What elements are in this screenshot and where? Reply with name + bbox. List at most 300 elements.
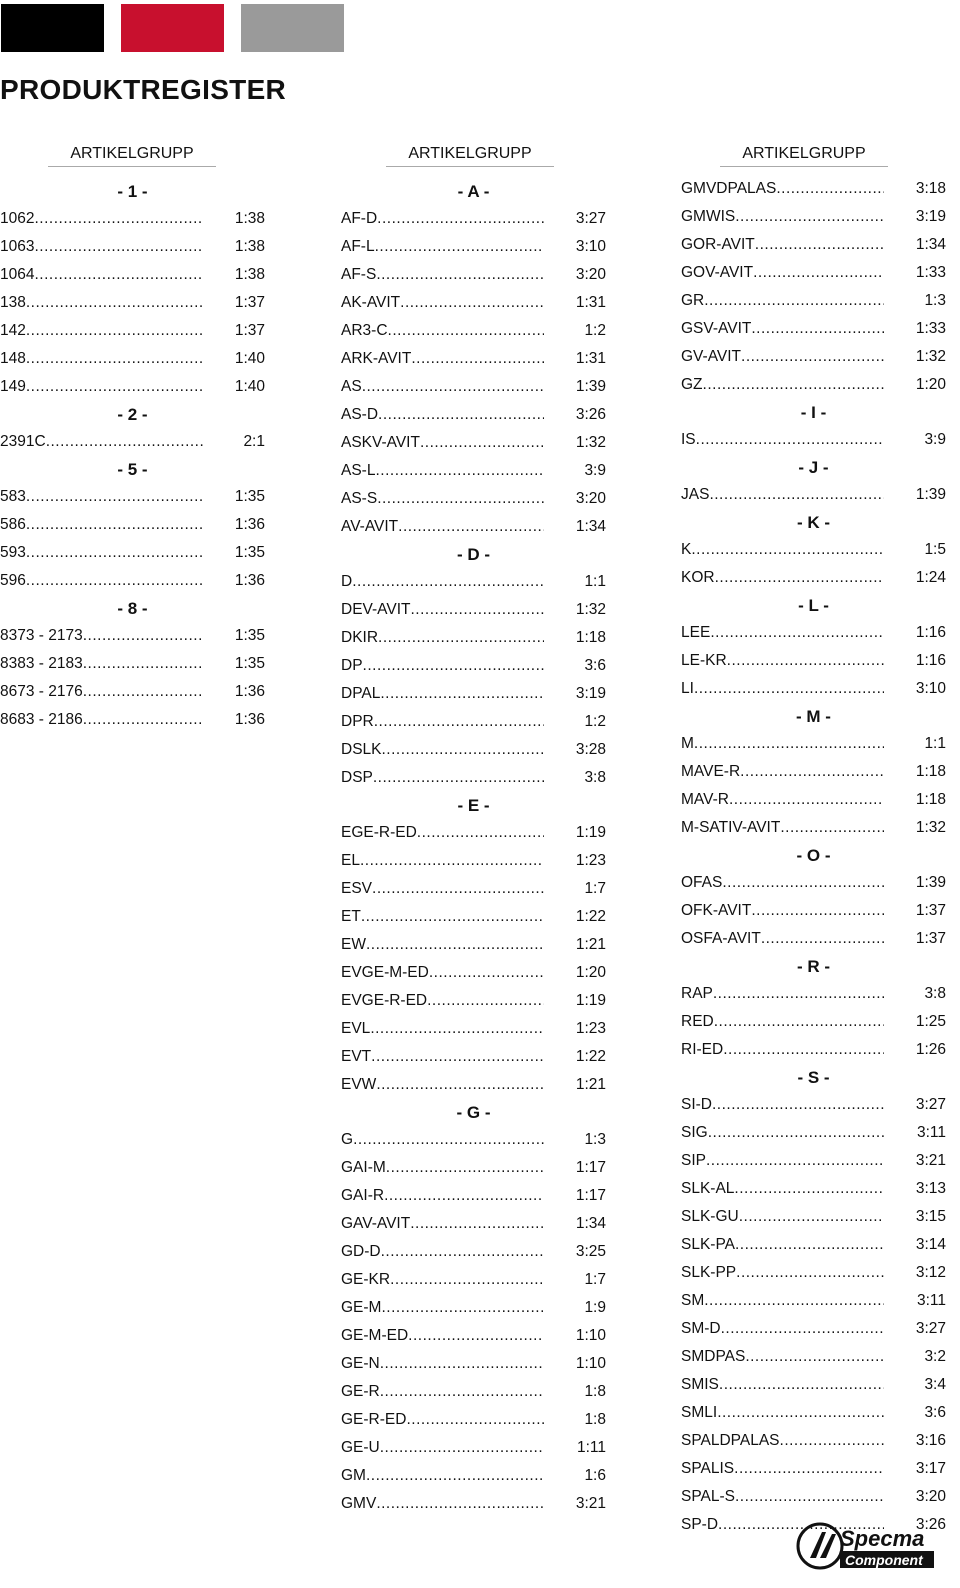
index-entry <box>681 897 946 925</box>
dot-leader <box>380 1350 544 1378</box>
dot-leader <box>376 1490 544 1518</box>
column-header: ARTIKELGRUPP <box>48 145 216 167</box>
index-entry <box>681 1203 946 1231</box>
dot-leader <box>26 483 203 511</box>
entry-page: 1:21 <box>575 936 606 953</box>
dot-leader <box>734 1455 884 1483</box>
dot-leader <box>380 1378 544 1406</box>
entry-name: RED <box>681 1013 714 1030</box>
index-entry <box>341 1210 606 1238</box>
index-entry <box>681 371 946 399</box>
index-entry <box>681 925 946 953</box>
index-entry <box>0 289 265 317</box>
section-header: - 1 - <box>117 182 148 201</box>
dot-leader <box>372 875 544 903</box>
index-entry <box>681 1119 946 1147</box>
entry-page: 1:23 <box>575 1020 606 1037</box>
dot-leader <box>83 650 203 678</box>
dot-leader <box>408 1322 544 1350</box>
index-entry <box>681 1343 946 1371</box>
entry-name: EVW <box>341 1076 377 1093</box>
index-entry <box>681 730 946 758</box>
entry-page: 1:31 <box>575 294 606 311</box>
entry-name: GSV-AVIT <box>681 320 752 337</box>
dot-leader <box>34 205 203 233</box>
index-entry <box>0 622 265 650</box>
index-entry <box>341 596 606 624</box>
entry-page: 1:38 <box>234 266 265 283</box>
dot-leader <box>712 1091 884 1119</box>
entry-name: DSP <box>341 769 373 786</box>
index-entry <box>341 1294 606 1322</box>
entry-page: 1:40 <box>234 378 265 395</box>
entry-page: 1:35 <box>234 655 265 672</box>
entry-page: 1:35 <box>234 544 265 561</box>
entry-name: 586 <box>0 516 26 533</box>
section-header: - J - <box>798 458 829 477</box>
dot-leader <box>390 1266 544 1294</box>
entry-page: 3:18 <box>915 180 946 197</box>
dot-leader <box>710 619 884 647</box>
dot-leader <box>410 596 544 624</box>
entry-page: 1:18 <box>915 791 946 808</box>
entry-name: AS-D <box>341 406 379 423</box>
entry-page: 1:39 <box>915 486 946 503</box>
entry-page: 1:1 <box>584 573 606 590</box>
entry-page: 1:36 <box>234 516 265 533</box>
entry-name: MAVE-R <box>681 763 741 780</box>
entry-name: SP-D <box>681 1516 719 1533</box>
index-entry <box>0 678 265 706</box>
index-entry <box>681 619 946 647</box>
dot-leader <box>694 675 884 703</box>
index-entry <box>0 205 265 233</box>
index-entry <box>341 875 606 903</box>
entry-page: 3:9 <box>924 431 946 448</box>
section-header: - M - <box>796 707 831 726</box>
dot-leader <box>735 1483 884 1511</box>
entry-name: SMLI <box>681 1404 718 1421</box>
index-entry <box>0 511 265 539</box>
entry-name: EVGE-M-ED <box>341 964 429 981</box>
index-entry <box>341 931 606 959</box>
index-entry <box>681 758 946 786</box>
entry-name: AF-D <box>341 210 378 227</box>
entry-page: 2:1 <box>243 433 265 450</box>
entry-name: GR <box>681 292 705 309</box>
entry-page: 1:17 <box>575 1159 606 1176</box>
entry-name: GE-R-ED <box>341 1411 407 1428</box>
dot-leader <box>371 1043 544 1071</box>
index-entry <box>681 786 946 814</box>
entry-name: SM-D <box>681 1320 721 1337</box>
entry-page: 1:2 <box>584 322 606 339</box>
index-entry <box>681 287 946 315</box>
entry-name: GE-U <box>341 1439 380 1456</box>
dot-leader <box>751 897 884 925</box>
dot-leader <box>377 485 544 513</box>
section-header: - S - <box>797 1068 830 1087</box>
dot-leader <box>755 231 884 259</box>
dot-leader <box>382 736 545 764</box>
dot-leader <box>46 428 203 456</box>
index-entry <box>341 1182 606 1210</box>
dot-leader <box>741 343 884 371</box>
red-bar <box>121 4 224 52</box>
entry-page: 1:8 <box>584 1411 606 1428</box>
index-entry <box>341 1322 606 1350</box>
entry-name: 583 <box>0 488 26 505</box>
entry-name: SLK-AL <box>681 1180 735 1197</box>
entry-name: GE-R <box>341 1383 380 1400</box>
entry-name: LEE <box>681 624 711 641</box>
entry-name: GM <box>341 1467 366 1484</box>
dot-leader <box>400 289 544 317</box>
entry-name: ASKV-AVIT <box>341 434 420 451</box>
dot-leader <box>381 1238 544 1266</box>
logo-line1: Specma <box>840 1526 925 1551</box>
entry-name: DKIR <box>341 629 379 646</box>
entry-page: 3:28 <box>575 741 606 758</box>
index-entry <box>341 1071 606 1099</box>
index-entry <box>341 1350 606 1378</box>
entry-name: OFAS <box>681 874 723 891</box>
entry-page: 1:39 <box>575 378 606 395</box>
entry-name: GZ <box>681 376 703 393</box>
dot-leader <box>715 564 884 592</box>
entry-page: 1:33 <box>915 264 946 281</box>
entry-name: RI-ED <box>681 1041 724 1058</box>
dot-leader <box>694 730 884 758</box>
index-entry <box>0 483 265 511</box>
dot-leader <box>363 652 544 680</box>
dot-leader <box>377 205 544 233</box>
entry-name: 148 <box>0 350 26 367</box>
entry-name: RAP <box>681 985 713 1002</box>
dot-leader <box>26 567 203 595</box>
entry-name: EVT <box>341 1048 372 1065</box>
gray-bar <box>241 4 344 52</box>
dot-leader <box>735 203 884 231</box>
dot-leader <box>704 1287 884 1315</box>
index-entry <box>341 485 606 513</box>
entry-name: GD-D <box>341 1243 381 1260</box>
entry-page: 3:17 <box>915 1460 946 1477</box>
index-entry <box>341 847 606 875</box>
index-entry <box>341 652 606 680</box>
entry-name: SMDPAS <box>681 1348 746 1365</box>
index-entry <box>681 1399 946 1427</box>
entry-name: DSLK <box>341 741 382 758</box>
entry-name: SPAL-S <box>681 1488 735 1505</box>
entry-page: 1:16 <box>915 624 946 641</box>
entry-page: 1:35 <box>234 627 265 644</box>
entry-name: G <box>341 1131 354 1148</box>
entry-page: 1:2 <box>584 713 606 730</box>
entry-page: 3:4 <box>924 1376 946 1393</box>
index-entry <box>681 175 946 203</box>
section-header: - G - <box>456 1103 491 1122</box>
index-entry <box>681 869 946 897</box>
entry-name: SIG <box>681 1124 708 1141</box>
dot-leader <box>26 317 203 345</box>
section-header: - A - <box>457 182 490 201</box>
dot-leader <box>386 1154 544 1182</box>
entry-page: 3:19 <box>575 685 606 702</box>
index-entry <box>681 1483 946 1511</box>
index-entry <box>681 1231 946 1259</box>
entry-page: 3:10 <box>915 680 946 697</box>
entry-name: AS-S <box>341 490 378 507</box>
dot-leader <box>83 678 203 706</box>
index-entry <box>681 675 946 703</box>
index-entry <box>341 1406 606 1434</box>
entry-page: 1:35 <box>234 488 265 505</box>
dot-leader <box>26 373 203 401</box>
entry-name: EVGE-R-ED <box>341 992 428 1009</box>
entry-name: AF-L <box>341 238 375 255</box>
entry-page: 1:24 <box>915 569 946 586</box>
dot-leader <box>691 536 884 564</box>
index-entry <box>341 1126 606 1154</box>
dot-leader <box>375 457 544 485</box>
index-entry <box>0 261 265 289</box>
entry-name: EVL <box>341 1020 371 1037</box>
dot-leader <box>381 1294 544 1322</box>
page-title: PRODUKTREGISTER <box>0 74 287 105</box>
dot-leader <box>417 819 544 847</box>
entry-name: DEV-AVIT <box>341 601 411 618</box>
index-entry <box>341 987 606 1015</box>
dot-leader <box>380 680 544 708</box>
entry-page: 3:25 <box>575 1243 606 1260</box>
entry-name: GAI-R <box>341 1187 385 1204</box>
index-entry <box>681 1455 946 1483</box>
index-entry <box>681 343 946 371</box>
entry-page: 3:14 <box>915 1236 946 1253</box>
entry-name: 8373 - 2173 <box>0 627 83 644</box>
entry-page: 1:31 <box>575 350 606 367</box>
entry-page: 1:19 <box>575 824 606 841</box>
entry-page: 3:16 <box>915 1432 946 1449</box>
index-entry <box>681 426 946 454</box>
entry-name: 596 <box>0 572 26 589</box>
entry-page: 3:6 <box>924 1404 946 1421</box>
entry-name: SLK-PA <box>681 1236 735 1253</box>
entry-name: EW <box>341 936 366 953</box>
dot-leader <box>388 317 544 345</box>
dot-leader <box>723 1036 884 1064</box>
index-entry <box>681 1091 946 1119</box>
entry-page: 1:1 <box>924 735 946 752</box>
index-entry <box>681 564 946 592</box>
entry-name: ET <box>341 908 361 925</box>
entry-name: DPAL <box>341 685 381 702</box>
index-entry <box>0 428 265 456</box>
entry-name: GE-KR <box>341 1271 391 1288</box>
index-entry <box>681 259 946 287</box>
entry-page: 1:19 <box>575 992 606 1009</box>
index-entry <box>0 233 265 261</box>
entry-name: MAV-R <box>681 791 729 808</box>
index-entry <box>681 814 946 842</box>
entry-page: 1:23 <box>575 852 606 869</box>
entry-page: 1:32 <box>575 601 606 618</box>
section-header: - K - <box>796 513 831 532</box>
index-entry <box>341 1266 606 1294</box>
index-entry <box>681 1427 946 1455</box>
black-bar <box>1 4 104 52</box>
entry-page: 1:3 <box>924 292 946 309</box>
index-entry <box>681 1371 946 1399</box>
entry-name: 8673 - 2176 <box>0 683 83 700</box>
dot-leader <box>429 959 544 987</box>
dot-leader <box>709 481 884 509</box>
entry-page: 3:20 <box>915 1488 946 1505</box>
dot-leader <box>751 315 884 343</box>
entry-page: 1:20 <box>575 964 606 981</box>
entry-page: 3:27 <box>915 1320 946 1337</box>
index-entry <box>681 1287 946 1315</box>
dot-leader <box>706 1147 884 1175</box>
index-entry <box>681 1175 946 1203</box>
index-list <box>0 178 265 734</box>
entry-page: 1:10 <box>575 1327 606 1344</box>
dot-leader <box>352 568 544 596</box>
dot-leader <box>374 708 544 736</box>
entry-page: 3:19 <box>915 208 946 225</box>
dot-leader <box>361 903 544 931</box>
entry-page: 1:17 <box>575 1187 606 1204</box>
entry-name: GV-AVIT <box>681 348 742 365</box>
entry-name: 1064 <box>0 266 35 283</box>
entry-page: 1:38 <box>234 210 265 227</box>
index-entry <box>0 567 265 595</box>
entry-name: DPR <box>341 713 374 730</box>
dot-leader <box>360 847 544 875</box>
dot-leader <box>739 1203 884 1231</box>
entry-name: DP <box>341 657 363 674</box>
entry-page: 1:37 <box>234 322 265 339</box>
dot-leader <box>717 1399 884 1427</box>
dot-leader <box>740 758 884 786</box>
entry-name: GAV-AVIT <box>341 1215 411 1232</box>
index-entry <box>341 568 606 596</box>
dot-leader <box>362 373 544 401</box>
index-entry <box>681 231 946 259</box>
entry-name: SMIS <box>681 1376 719 1393</box>
entry-name: GE-M <box>341 1299 382 1316</box>
entry-name: KOR <box>681 569 715 586</box>
index-entry <box>341 764 606 792</box>
dot-leader <box>26 539 203 567</box>
entry-page: 3:12 <box>915 1264 946 1281</box>
index-entry <box>681 1147 946 1175</box>
entry-page: 1:34 <box>575 518 606 535</box>
entry-page: 3:20 <box>575 266 606 283</box>
entry-page: 3:26 <box>575 406 606 423</box>
section-header: - L - <box>798 596 829 615</box>
entry-name: GOR-AVIT <box>681 236 755 253</box>
dot-leader <box>83 706 203 734</box>
index-entry <box>341 1490 606 1518</box>
index-entry <box>341 401 606 429</box>
index-entry <box>341 903 606 931</box>
index-entry <box>0 373 265 401</box>
column-header: ARTIKELGRUPP <box>720 145 888 167</box>
dot-leader <box>353 1126 544 1154</box>
entry-page: 1:33 <box>915 320 946 337</box>
entry-page: 1:38 <box>234 238 265 255</box>
index-entry <box>681 481 946 509</box>
entry-page: 1:37 <box>915 902 946 919</box>
entry-page: 1:32 <box>915 819 946 836</box>
entry-page: 3:8 <box>924 985 946 1002</box>
dot-leader <box>736 1259 884 1287</box>
entry-name: OSFA-AVIT <box>681 930 761 947</box>
dot-leader <box>704 287 884 315</box>
index-entry <box>0 345 265 373</box>
dot-leader <box>26 345 203 373</box>
dot-leader <box>420 429 544 457</box>
entry-name: M-SATIV-AVIT <box>681 819 781 836</box>
entry-name: 8383 - 2183 <box>0 655 83 672</box>
entry-page: 1:22 <box>575 908 606 925</box>
entry-page: 1:34 <box>575 1215 606 1232</box>
entry-name: ARK-AVIT <box>341 350 412 367</box>
index-entry <box>341 708 606 736</box>
entry-name: JAS <box>681 486 710 503</box>
entry-page: 1:36 <box>234 683 265 700</box>
dot-leader <box>721 1315 884 1343</box>
entry-name: AV-AVIT <box>341 518 399 535</box>
entry-page: 3:11 <box>916 1292 946 1309</box>
entry-page: 1:8 <box>584 1383 606 1400</box>
index-entry <box>0 706 265 734</box>
entry-page: 1:7 <box>584 1271 606 1288</box>
dot-leader <box>410 1210 544 1238</box>
dot-leader <box>34 261 203 289</box>
index-entry <box>681 647 946 675</box>
index-entry <box>341 819 606 847</box>
dot-leader <box>776 175 884 203</box>
entry-name: 138 <box>0 294 26 311</box>
logo-line2: Component <box>845 1552 923 1568</box>
section-header: - E - <box>457 796 490 815</box>
dot-leader <box>376 1071 544 1099</box>
entry-name: GMV <box>341 1495 377 1512</box>
dot-leader <box>366 931 544 959</box>
dot-leader <box>713 980 884 1008</box>
entry-page: 1:7 <box>584 880 606 897</box>
index-entry <box>341 1434 606 1462</box>
entry-page: 1:10 <box>575 1355 606 1372</box>
dot-leader <box>26 289 203 317</box>
index-entry <box>341 624 606 652</box>
entry-page: 1:16 <box>915 652 946 669</box>
dot-leader <box>745 1343 884 1371</box>
entry-name: IS <box>681 431 696 448</box>
index-entry <box>341 1462 606 1490</box>
index-entry <box>341 513 606 541</box>
entry-name: SI-D <box>681 1096 712 1113</box>
entry-page: 1:3 <box>584 1131 606 1148</box>
entry-name: 1063 <box>0 238 35 255</box>
entry-name: M <box>681 735 694 752</box>
entry-page: 1:18 <box>575 629 606 646</box>
column-header: ARTIKELGRUPP <box>386 145 554 167</box>
index-entry <box>341 680 606 708</box>
